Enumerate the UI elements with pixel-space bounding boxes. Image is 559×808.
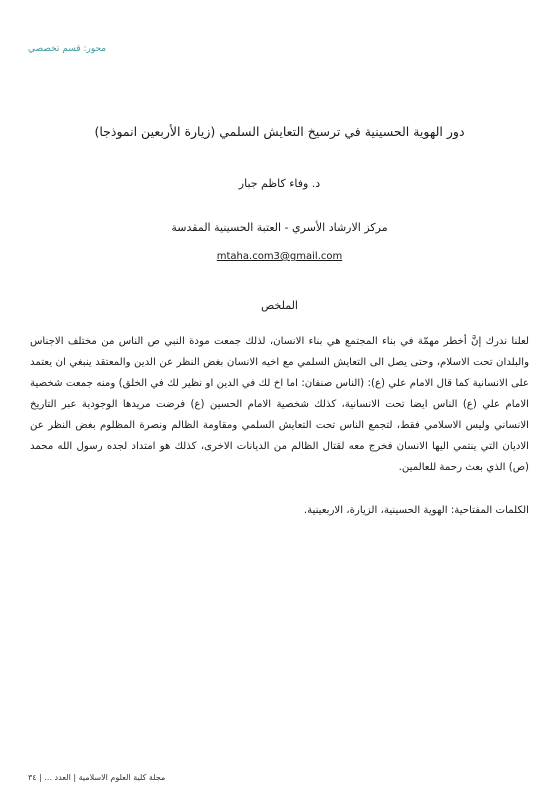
author-name: د. وفاء كاظم جبار — [238, 177, 321, 190]
author-affiliation: مركز الارشاد الأسري - العتبة الحسينية المقدسة — [171, 221, 388, 234]
paper-title: دور الهوية الحسينية في ترسيخ التعايش السلمي (زيارة الأربعين انموذجا) — [94, 124, 465, 139]
page-footer: مجلة كلية العلوم الاسلامية | العدد ... | ٣٤ — [28, 773, 166, 782]
abstract-body: لعلنا ندرك إنَّ أخطر مهمّة في بناء المجتمع هي بناء الانسان، لذلك جمعت مودة النبي ص الناس من مختلف الاجناس والبلدان تحت الاسلام، وحتى يصل الى التعايش السلمي مع اخيه الانسان بغض النظر عن الدين والمعتقد ينبغي ان يعتمد على الانسانية كما قال الامام علي (ع): (الناس صنفان: اما اخ لك في الدين او نظير لك في الخلق) ومنه جمعت شخصية الامام علي (ع) الناس ايضا تحت الانسانية، كذلك شخصية الامام الحسين (ع) فرضت مريدها الوجودية عبر التاريخ الانساني وليس الاسلامي فقط، لتجمع الناس تحت التعايش السلمي ومقاومة الظالم ونصرة المظلوم بغض النظر عن الاديان التي ينتمي اليها الانسان فخرج معه لقتال الظالم من الديانات الاخرى، كذلك هو امتداد لجده رسول الله محمد (ص) الذي بعث رحمة للعالمين. — [30, 336, 529, 473]
keywords: الكلمات المفتاحية: الهوية الحسينية، الزيارة، الاربعينية. — [303, 505, 529, 516]
author-email[interactable]: mtaha.com3@gmail.com — [216, 251, 343, 262]
abstract-heading: الملخص — [261, 299, 298, 312]
section-tag: محور: قسم تخصصي — [28, 44, 107, 54]
